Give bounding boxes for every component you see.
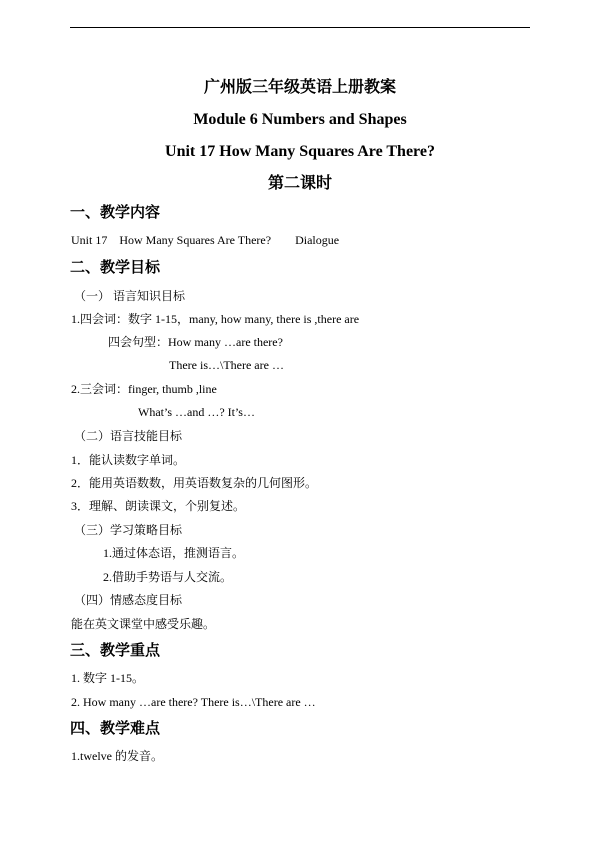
knowledge-pattern-3: What’s …and …? It’s…: [138, 405, 255, 419]
key-point-1: 1. 数字 1-15。: [71, 671, 144, 685]
strategy-goals-heading: （三）学习策略目标: [74, 523, 183, 537]
knowledge-goals-heading: （一） 语言知识目标: [74, 289, 186, 303]
key-point-2: 2. How many …are there? There is…\There are …: [71, 695, 316, 709]
skill-item-2: 2．能用英语数数，用英语数复杂的几何图形。: [71, 476, 318, 490]
skill-item-1: 1．能认读数字单词。: [71, 453, 186, 467]
skill-goals-heading: （二）语言技能目标: [74, 429, 183, 443]
lesson-title: 第二课时: [267, 175, 332, 192]
knowledge-item-1: 1.四会词：数字 1-15，many, how many, there is ,there are: [71, 312, 360, 326]
emotion-goals-heading: （四）情感态度目标: [74, 593, 183, 607]
section-heading-content: 一、教学内容: [70, 205, 161, 221]
skill-item-3: 3．理解、朗读课文，个别复述。: [71, 499, 246, 513]
section-heading-difficulties: 四、教学难点: [70, 721, 161, 737]
strategy-item-1: 1.通过体态语，推测语言。: [103, 546, 245, 560]
header-rule: [70, 27, 530, 28]
content-line: Unit 17 How Many Squares Are There? Dialogue: [71, 233, 340, 247]
strategy-item-2: 2.借助手势语与人交流。: [103, 570, 233, 584]
document-title: 广州版三年级英语上册教案: [203, 79, 396, 96]
knowledge-item-2: 2.三会词：finger, thumb ,line: [71, 382, 217, 396]
difficulty-1: 1.twelve 的发音。: [71, 749, 163, 763]
module-title: Module 6 Numbers and Shapes: [193, 111, 407, 128]
section-heading-goals: 二、教学目标: [70, 260, 161, 276]
knowledge-pattern-1: 四会句型：How many …are there?: [108, 335, 283, 349]
knowledge-pattern-2: There is…\There are …: [169, 358, 284, 372]
section-heading-key-points: 三、教学重点: [70, 643, 161, 659]
emotion-item-1: 能在英文课堂中感受乐趣。: [71, 617, 216, 631]
unit-title: Unit 17 How Many Squares Are There?: [165, 143, 435, 160]
